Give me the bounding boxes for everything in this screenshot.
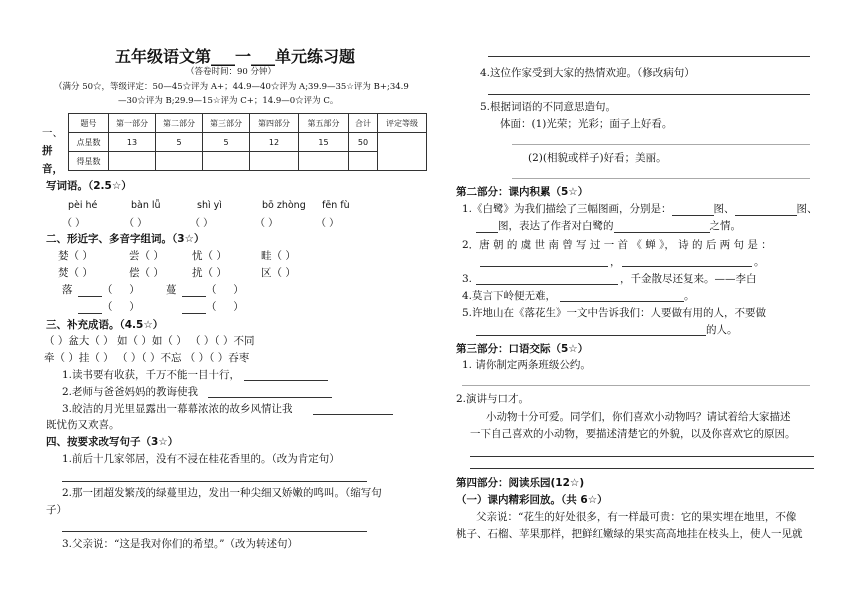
score-table — [68, 113, 427, 171]
score-table-header-row — [69, 114, 427, 133]
polyphone-blank[interactable]: （ ） — [182, 284, 244, 297]
q3-sentence-3: 3.皎洁的月光里显露出一幕幕浓浓的故乡风情让我 — [62, 403, 293, 415]
idiom-row-2[interactable]: 牵（ ）挂（ ） （ ）（ ）不忘 （ ）（ ）吞枣 — [44, 352, 250, 364]
table-header: 第一部分 — [109, 114, 156, 133]
p3-item-2: 2.演讲与口才。 — [456, 393, 530, 405]
reading-text-line1: 父亲说：“花生的好处很多，有一样最可贵：它的果实埋在地里，不像 — [476, 511, 797, 523]
table-cell[interactable] — [349, 152, 378, 171]
p2-item-1 — [462, 203, 818, 216]
p2-item-2: 2．唐 朝 的 虞 世 南 曾 写 过 一 首 《 蝉 》， 诗 的 后 两 句 是 ： — [462, 239, 772, 251]
q2-item[interactable]: 忧（ ） — [192, 250, 227, 262]
table-cell: 50 — [349, 133, 378, 152]
table-cell: 13 — [109, 133, 156, 152]
table-header: 合计 — [349, 114, 378, 133]
blank[interactable] — [672, 215, 714, 216]
time-note: （答卷时间：90 分钟） — [186, 67, 277, 77]
q4-item-2b: 子） — [46, 504, 67, 516]
table-cell[interactable] — [203, 152, 250, 171]
answer-line[interactable] — [62, 531, 367, 532]
q4-item-2: 2.那一团超发繁茂的绿蔓里边，发出一种尖细又娇嫩的鸣叫。（缩写句 — [62, 487, 382, 499]
q2-item[interactable]: 区（ ） — [261, 267, 296, 279]
pinyin-1: pèi hé — [68, 200, 98, 211]
p2-item-1-text: 图、 — [713, 203, 735, 215]
table-cell: 5 — [156, 133, 203, 152]
page-title: 五年级语文第___一___单元练习题 — [115, 47, 356, 66]
q2-item[interactable]: 偿（ ） — [129, 267, 164, 279]
table-cell[interactable] — [250, 152, 299, 171]
p2-item-1-text: 图、 — [796, 203, 818, 215]
answer-line[interactable] — [313, 414, 393, 415]
polyphone-char: 蔓 — [166, 284, 177, 296]
p3-item-2a: 小动物十分可爱。同学们，你们喜欢小动物吗？请试着给大家描述 — [486, 411, 791, 423]
q2-item[interactable]: 婪（ ） — [58, 250, 93, 262]
q3-heading: 三、补充成语。（4.5☆） — [46, 319, 164, 331]
blank[interactable] — [614, 232, 710, 233]
answer-bracket[interactable]: （ ） — [62, 218, 86, 229]
table-header: 第三部分 — [203, 114, 250, 133]
table-header: 第二部分 — [156, 114, 203, 133]
table-cell: 15 — [299, 133, 349, 152]
part1-label-c: 音， — [42, 163, 63, 175]
p2-item-5b: 的人。 — [706, 324, 738, 336]
p3-item-2b: 一下自己喜欢的小动物，要描述清楚它的外貌，以及你喜欢它的原因。 — [470, 428, 796, 440]
pinyin-2: bàn lǚ — [131, 200, 161, 211]
answer-bracket[interactable]: （ ） — [316, 218, 340, 229]
answer-line[interactable] — [560, 301, 684, 302]
answer-line[interactable] — [480, 266, 608, 267]
table-cell[interactable] — [299, 152, 349, 171]
blank[interactable] — [476, 232, 498, 233]
part3-heading: 第三部分：口语交际（5☆） — [456, 343, 589, 355]
answer-line[interactable] — [476, 284, 618, 285]
table-row — [69, 133, 427, 152]
answer-line[interactable] — [622, 266, 752, 267]
part1-label-b: 拼 — [42, 145, 53, 157]
answer-bracket[interactable]: （ ） — [190, 218, 214, 229]
p2-item-1b — [476, 220, 741, 233]
answer-line[interactable] — [488, 56, 810, 57]
r-item-5-body: 体面：(1)光荣；光彩；面子上好看。 — [500, 118, 673, 130]
part1-label-a: 一、 — [42, 127, 63, 139]
table-cell: 5 — [203, 133, 250, 152]
polyphone-char: 落 — [62, 284, 73, 296]
part4-sub-heading: （一）课内精彩回放。（共 6☆） — [456, 494, 608, 506]
reading-text-line2: 桃子、石榴、苹果那样，把鲜红嫩绿的果实高高地挂在枝头上，使人一见就 — [456, 528, 803, 540]
answer-line[interactable] — [208, 397, 332, 398]
part4-heading: 第四部分：阅读乐园(12☆) — [456, 477, 585, 489]
table-cell[interactable] — [156, 152, 203, 171]
answer-bracket[interactable]: （ ） — [124, 218, 148, 229]
answer-line[interactable] — [512, 178, 810, 179]
scoring-rule-line2: —30☆评为 B;29.9—15☆评为 C+；14.9—0☆评为 C。 — [118, 96, 339, 106]
r-item-5-2: (2)(相貌或样子)好看；美丽。 — [528, 152, 667, 164]
r-item-4: 4.这位作家受到大家的热情欢迎。（修改病句） — [480, 67, 695, 79]
grade-cell[interactable] — [378, 133, 427, 171]
p2-item-4: 4.莫言下岭便无难， — [462, 290, 557, 302]
pinyin-3: shì yì — [197, 200, 222, 211]
table-cell[interactable] — [109, 152, 156, 171]
scoring-rule-line1: （满分 50☆，等级评定：50—45☆评为 A+；44.9—40☆评为 A;39.9—35☆评为 B+;34.9 — [54, 82, 409, 92]
polyphone-blank[interactable]: （ ） — [78, 301, 140, 314]
p2-item-4-end: 。 — [684, 290, 695, 302]
part2-heading: 第二部分：课内积累（5☆） — [456, 186, 589, 198]
answer-line[interactable] — [512, 144, 810, 145]
table-row — [69, 152, 427, 171]
q4-heading: 四、按要求改写句子（3☆） — [46, 436, 179, 448]
answer-line[interactable] — [470, 456, 814, 457]
p2-item-1-text: 图，表达了作者对白鹭的 — [498, 220, 614, 232]
q2-item[interactable]: 焚（ ） — [58, 267, 93, 279]
q2-item[interactable]: 尝（ ） — [129, 250, 164, 262]
q2-heading: 二、形近字、多音字组词。（3☆） — [46, 233, 205, 245]
q2-item[interactable]: 畦（ ） — [261, 250, 296, 262]
table-cell: 点星数 — [69, 133, 109, 152]
q4-item-3: 3.父亲说：“这是我对你们的希望。”（改为转述句） — [62, 538, 299, 550]
table-cell: 12 — [250, 133, 299, 152]
table-cell: 得星数 — [69, 152, 109, 171]
answer-line[interactable] — [462, 385, 810, 386]
q3-sentence-2: 2.老师与爸爸妈妈的教诲使我 — [62, 386, 199, 398]
p2-item-2-end: 。 — [754, 256, 765, 268]
table-header: 评定等级 — [378, 114, 427, 133]
pinyin-5: fēn fù — [322, 200, 350, 211]
p2-item-3a: 3. — [462, 273, 473, 285]
p2-item-2-sep: ， — [610, 256, 621, 268]
p3-item-1: 1. 请你制定两条班级公约。 — [462, 359, 591, 371]
p2-item-3b: ，千金散尽还复来。——李白 — [620, 273, 757, 285]
answer-bracket[interactable]: （ ） — [255, 218, 279, 229]
answer-line[interactable] — [244, 380, 328, 381]
q4-item-1: 1.前后十几家邻居，没有不浸在桂花香里的。（改为肯定句） — [62, 453, 340, 465]
q2-item[interactable]: 扰（ ） — [192, 267, 227, 279]
answer-line[interactable] — [470, 468, 814, 469]
answer-line[interactable] — [62, 481, 367, 482]
p2-item-1-text: 1.《白鹭》为我们描绘了三幅图画，分别是： — [462, 203, 672, 215]
table-header: 第四部分 — [250, 114, 299, 133]
table-header: 题号 — [69, 114, 109, 133]
answer-line[interactable] — [476, 335, 706, 336]
table-header: 第五部分 — [299, 114, 349, 133]
q3-sentence-1: 1.读书要有收获，千万不能一目十行， — [62, 369, 241, 381]
p2-item-1-text: 之情。 — [709, 220, 741, 232]
idiom-row-1[interactable]: （ ）盆大（ ） 如（ ）如（ ） （ ）（ ）不同 — [44, 335, 255, 347]
polyphone-blank[interactable]: （ ） — [182, 301, 244, 314]
q-write-words: 写词语。（2.5☆） — [46, 180, 132, 192]
blank[interactable] — [735, 215, 797, 216]
p2-item-5: 5.许地山在《落花生》一文中告诉我们：人要做有用的人，不要做 — [462, 307, 767, 319]
answer-line[interactable] — [488, 94, 810, 95]
pinyin-4: bō zhòng — [262, 200, 306, 211]
r-item-5: 5.根据词语的不同意思造句。 — [480, 101, 617, 113]
polyphone-blank[interactable]: （ ） — [78, 284, 140, 297]
q3-sentence-3b: 既忧伤又欢喜。 — [46, 419, 120, 431]
